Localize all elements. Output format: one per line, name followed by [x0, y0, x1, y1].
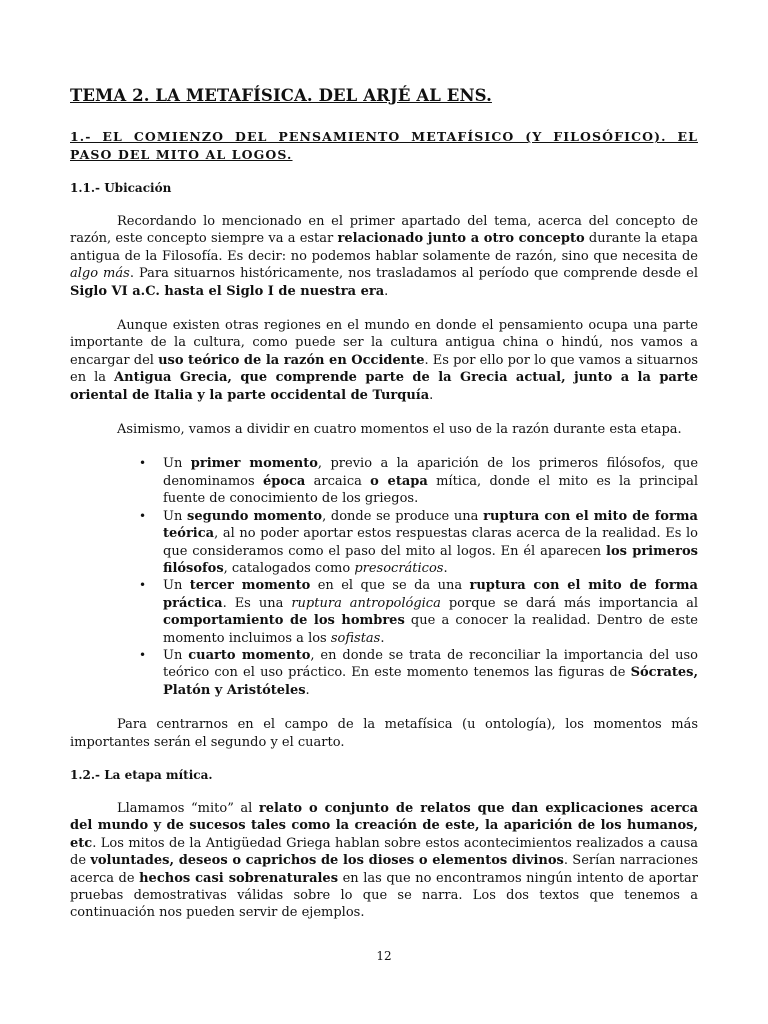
text-run: que a conocer la realidad. Dentro de este momento incluimos a los — [163, 613, 699, 646]
bold-run: época — [262, 473, 306, 489]
text-run: porque se dará más importancia al — [440, 595, 698, 611]
bold-run: primer momento — [190, 456, 318, 472]
list-item-tercer-momento — [139, 577, 699, 647]
subsection-title-ubicacion: 1.1.- Ubicación — [70, 181, 172, 195]
italic-run: ruptura antropológica — [291, 595, 441, 611]
bullet-icon: • — [139, 647, 147, 662]
text-run: Un — [163, 508, 188, 524]
bold-run: relato o conjunto de relatos que dan explicaciones acerca del mundo y de sucesos tales como la creación de este, la aparición de los humanos, etc — [70, 800, 698, 851]
text-run: Un — [163, 578, 190, 594]
text-run: . Es por ello por lo que vamos a situarnos en la — [70, 352, 698, 386]
text-run: . Para situarnos históricamente, nos trasladamos al período que comprende desde el — [129, 266, 698, 282]
text-run: . — [380, 630, 385, 646]
bold-run: segundo momento — [187, 508, 323, 524]
italic-run: sofistas — [330, 630, 381, 646]
text-run: arcaica — [305, 473, 371, 489]
text-run: , catalogados como — [223, 560, 355, 576]
document-title: TEMA 2. LA METAFÍSICA. DEL ARJÉ AL ENS. — [70, 86, 492, 105]
text-run: . — [443, 560, 448, 576]
text-run: . — [384, 283, 389, 299]
subsection-title-etapa-mitica: 1.2.- La etapa mítica. — [70, 767, 213, 782]
text-run: , donde se produce una — [322, 508, 484, 524]
page-number: 12 — [376, 949, 392, 963]
bold-run: voluntades, deseos o caprichos de los dioses o elementos divinos — [90, 853, 564, 869]
bold-run: los primeros filósofos — [163, 543, 698, 576]
text-run: Llamamos “mito” al — [117, 800, 259, 816]
bold-run: Siglo VI a.C. hasta el Siglo I de nuestra era — [70, 283, 385, 299]
text-run: durante la etapa antigua de la Filosofía. Es decir: no podemos hablar solamente de razón, sino que necesita de — [70, 231, 698, 264]
bullet-icon: • — [139, 456, 147, 471]
text-run: . Los mitos de la Antigüedad Griega hablan sobre estos acontecimientos realizados a causa de — [70, 835, 698, 869]
paragraph-ubicacion-2 — [70, 317, 698, 404]
text-run: Aunque existen otras regiones en el mundo en donde el pensamiento ocupa una parte importante de la cultura, como puede ser la cultura antigua china o hindú, nos vamos a encargar del — [70, 318, 698, 368]
moments-list — [70, 455, 698, 699]
italic-run: algo más — [70, 266, 130, 282]
bold-run: comportamiento de los hombres — [163, 613, 405, 629]
text-run: Un — [163, 647, 189, 663]
text-run: mítica, donde el mito es la principal fuente de conocimiento de los griegos. — [163, 473, 698, 507]
text-run: . Es una — [222, 595, 292, 611]
text-run: Recordando lo mencionado en el primer apartado del tema, acerca del concepto de razón, este concepto siempre va a estar — [70, 214, 698, 247]
bold-run: Antigua Grecia, que comprende parte de la Grecia actual, junto a la parte oriental de Italia y la parte occidental de Turquía — [70, 370, 698, 403]
bullet-icon: • — [139, 578, 147, 593]
text-run: , en donde se trata de reconciliar la importancia del uso teórico con el uso práctico. En este momento tenemos las figuras de — [163, 647, 699, 681]
bold-run: o etapa — [370, 473, 428, 489]
text-run: , al no poder aportar estos respuestas claras acerca de la realidad. Es lo que consideramos como el paso del mito al logos. En él aparecen — [163, 526, 698, 559]
list-item-cuarto-momento — [139, 647, 699, 699]
bold-run: tercer momento — [189, 578, 311, 594]
text-run: . Serían narraciones acerca de — [70, 853, 698, 886]
text-run: Un — [163, 456, 191, 472]
bold-run: cuarto momento — [188, 647, 311, 663]
text-run: , previo a la aparición de los primeros filósofos, que denominamos — [163, 456, 699, 489]
list-item-primer-momento — [139, 455, 699, 507]
paragraph-metafisica: Para centrarnos en el campo de la metafísica (u ontología), los momentos más importantes serán el segundo y el cuarto. — [70, 717, 698, 750]
paragraph-ubicacion-3: Asimismo, vamos a dividir en cuatro momentos el uso de la razón durante esta etapa. — [117, 422, 682, 438]
text-run: . — [305, 682, 310, 698]
bold-run: relacionado junto a otro concepto — [337, 231, 585, 247]
bold-run: hechos casi sobrenaturales — [139, 870, 339, 886]
bold-run: uso teórico de la razón en Occidente — [158, 352, 425, 368]
section-title: 1.- EL COMIENZO DEL PENSAMIENTO METAFÍSICO (Y FILOSÓFICO). EL PASO DEL MITO AL LOGOS. — [70, 129, 698, 162]
bold-run: ruptura con el mito de forma teórica — [163, 508, 698, 542]
paragraph-etapa-mitica — [70, 800, 698, 922]
italic-run: presocráticos — [354, 560, 444, 576]
text-run: en las que no encontramos ningún intento de aportar pruebas demostrativas válidas sobre lo que se narra. Los dos textos que tenemos a continuación nos pueden servir de ejemplos. — [70, 870, 699, 921]
list-item-segundo-momento — [139, 508, 698, 578]
text-run: en el que se da una — [310, 578, 470, 594]
bold-run: Sócrates, Platón y Aristóteles — [163, 665, 698, 698]
paragraph-ubicacion-1 — [70, 213, 698, 300]
bullet-icon: • — [139, 508, 147, 523]
text-run: . — [429, 387, 434, 403]
bold-run: ruptura con el mito de forma práctica — [163, 578, 698, 611]
